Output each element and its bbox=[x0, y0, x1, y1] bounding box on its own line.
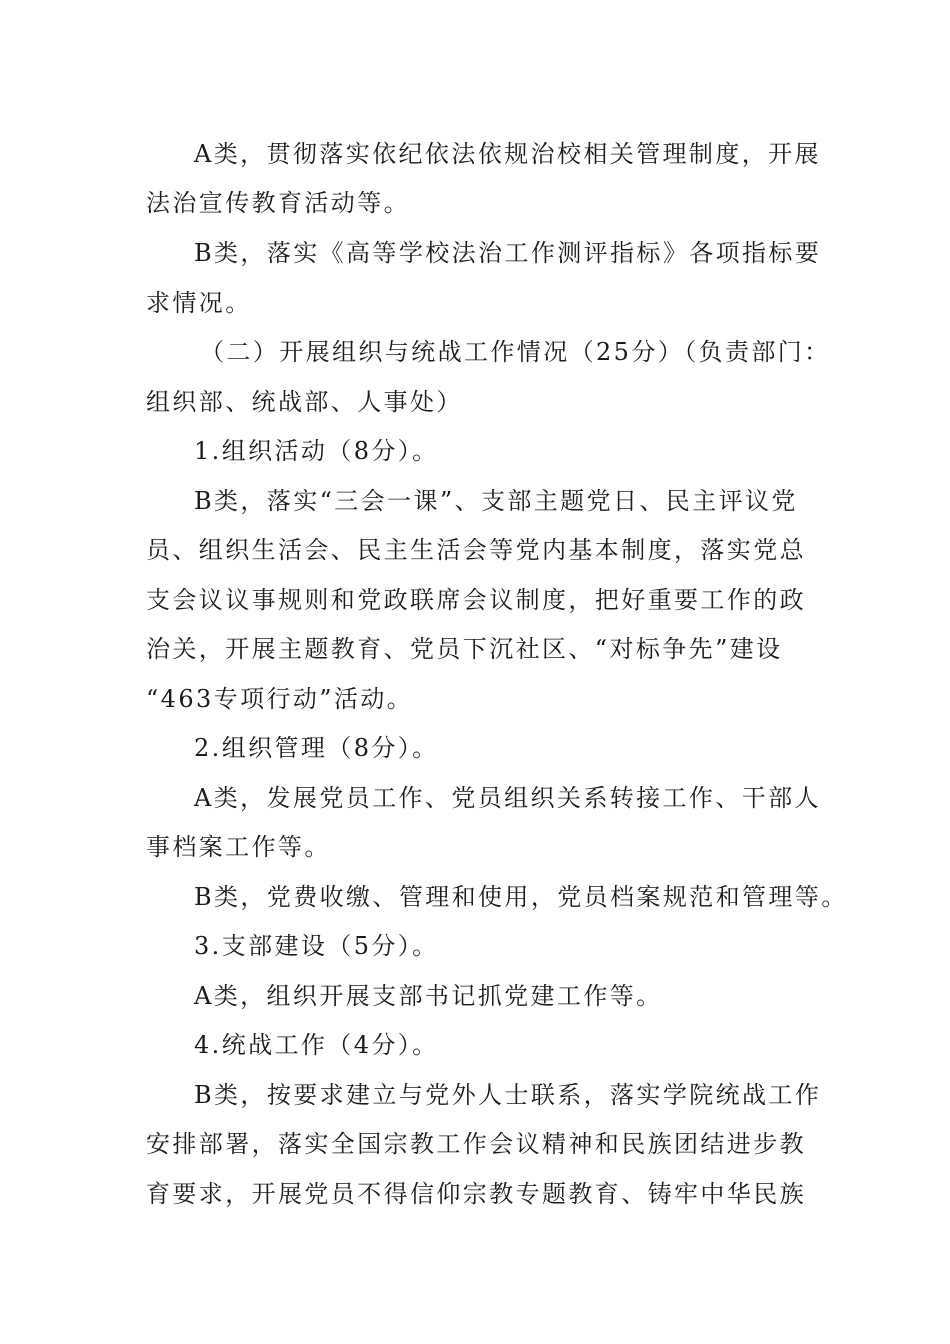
section-heading: （二）开展组织与统战工作情况（25分）（负责部门： bbox=[200, 338, 831, 366]
text-line: B类，按要求建立与党外人士联系，落实学院统战工作 bbox=[194, 1081, 822, 1109]
text-line: 事档案工作等。 bbox=[146, 833, 331, 861]
text-line: “463专项行动”活动。 bbox=[146, 685, 414, 713]
item-heading: 2.组织管理（8分）。 bbox=[194, 734, 439, 762]
section-heading-cont: 组织部、统战部、人事处） bbox=[146, 388, 463, 416]
text-line: 员、组织生活会、民主生活会等党内基本制度，落实党总 bbox=[146, 536, 806, 564]
text-line: 育要求，开展党员不得信仰宗教专题教育、铸牢中华民族 bbox=[146, 1180, 806, 1208]
text-line: B类，落实《高等学校法治工作测评指标》各项指标要 bbox=[194, 239, 822, 267]
text-line: 治关，开展主题教育、党员下沉社区、“对标争先”建设 bbox=[146, 635, 783, 663]
item-heading: 1.组织活动（8分）。 bbox=[194, 437, 439, 465]
text-line: A类，发展党员工作、党员组织关系转接工作、干部人 bbox=[194, 784, 821, 812]
text-line: A类，组织开展支部书记抓党建工作等。 bbox=[194, 982, 663, 1010]
text-line: A类，贯彻落实依纪依法依规治校相关管理制度，开展 bbox=[194, 140, 821, 168]
text-line: 求情况。 bbox=[146, 289, 252, 317]
text-line: 法治宣传教育活动等。 bbox=[146, 189, 410, 217]
text-line: 支会议议事规则和党政联席会议制度，把好重要工作的政 bbox=[146, 586, 806, 614]
text-line: B类，落实“三会一课”、支部主题党日、民主评议党 bbox=[194, 487, 798, 515]
text-line: B类，党费收缴、管理和使用，党员档案规范和管理等。 bbox=[194, 883, 848, 911]
text-line: 安排部署，落实全国宗教工作会议精神和民族团结进步教 bbox=[146, 1130, 806, 1158]
item-heading: 4.统战工作（4分）。 bbox=[194, 1031, 439, 1059]
item-heading: 3.支部建设（5分）。 bbox=[194, 932, 439, 960]
